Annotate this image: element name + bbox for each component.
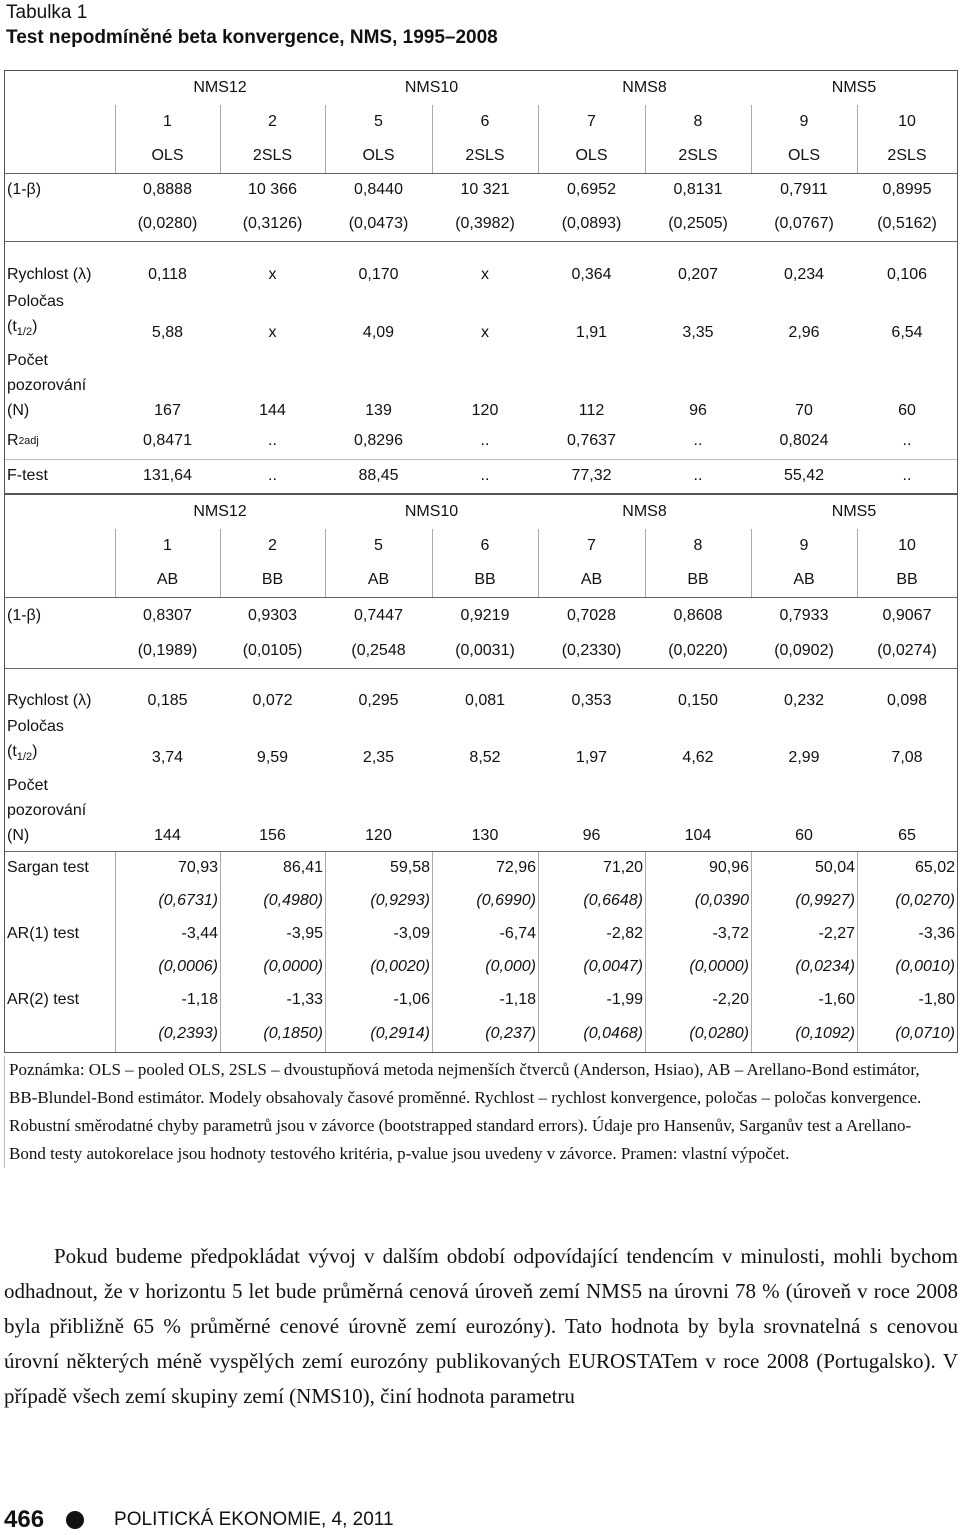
table-cell: 112 — [578, 402, 605, 419]
table-cell: -2,20 — [712, 991, 749, 1008]
table-cell: -6,74 — [499, 925, 536, 942]
table-cell: 0,170 — [358, 266, 399, 283]
table-cell: 65,02 — [914, 859, 955, 876]
row-label-line — [7, 348, 86, 373]
table-cell: 0,232 — [783, 692, 825, 709]
column-divider — [325, 105, 326, 173]
table-row — [5, 770, 957, 848]
table-cell: 88,45 — [358, 467, 399, 484]
table-cell: (0,000) — [485, 958, 536, 975]
table-cell: 0,150 — [677, 692, 719, 709]
table-cell: 156 — [259, 827, 286, 844]
table-cell: x — [481, 324, 489, 341]
table-cell: 4,62 — [682, 749, 714, 766]
row-divider — [5, 241, 957, 242]
row-label-line — [7, 289, 64, 314]
table-row — [5, 293, 957, 345]
table-cell: (0,1850) — [263, 1025, 323, 1042]
table-row — [5, 1016, 957, 1052]
table-cell: 8 — [693, 113, 703, 130]
table-cell: (0,2505) — [668, 215, 728, 232]
table-row — [5, 682, 957, 720]
column-divider — [645, 529, 646, 597]
table-cell: 59,58 — [389, 859, 430, 876]
table-cell: -3,95 — [286, 925, 323, 942]
table-cell: 0,8995 — [882, 181, 932, 198]
row-label: (1-β) — [7, 607, 42, 624]
table-cell: 0,7911 — [780, 181, 828, 198]
table-cell: (0,9927) — [795, 892, 855, 909]
table-cell: AB — [367, 571, 390, 588]
table-cell: (0,1092) — [795, 1025, 855, 1042]
group-header-row — [5, 71, 957, 105]
table-cell: (0,6990) — [476, 892, 536, 909]
table-cell: 1,97 — [575, 749, 608, 766]
table-cell: 131,64 — [143, 467, 192, 484]
table-cell: 5 — [374, 113, 383, 130]
page-footer — [4, 1505, 394, 1535]
table-cell: (0,2548 — [351, 642, 406, 659]
table-cell: (0,0220) — [668, 642, 728, 659]
table-cell: 144 — [259, 402, 286, 419]
table-cell: 0,8296 — [354, 432, 403, 449]
column-divider — [115, 105, 116, 173]
table-cell: (0,5162) — [877, 215, 937, 232]
label-part: 1/2 — [16, 326, 33, 338]
table-number: Tabulka 1 — [6, 2, 88, 23]
table-cell: 10 321 — [460, 181, 510, 198]
table-cell: -1,99 — [606, 991, 643, 1008]
label-part: (N) — [7, 402, 30, 419]
table-cell: BB — [687, 571, 709, 588]
table-cell: 0,106 — [886, 266, 928, 283]
label-part: (t — [7, 742, 17, 760]
row-label: F-test — [7, 467, 48, 484]
table-row — [5, 598, 957, 634]
table-cell: 1 — [163, 537, 172, 554]
table-row — [5, 173, 957, 207]
table-cell: 1 — [163, 113, 172, 130]
table-cell: .. — [693, 467, 703, 484]
row-label: AR(1) test — [7, 925, 80, 942]
row-label-stack — [7, 289, 64, 345]
table-cell: 2SLS — [465, 147, 505, 164]
table-ab-bb — [4, 494, 958, 1053]
label-part: R — [7, 432, 19, 449]
table-cell: 86,41 — [282, 859, 323, 876]
table-cell: 2SLS — [252, 147, 293, 164]
group-header: NMS12 — [193, 503, 247, 520]
row-label-stack — [7, 773, 86, 848]
table-cell: (0,1989) — [137, 642, 198, 659]
column-divider — [857, 105, 858, 173]
table-cell: 50,04 — [814, 859, 855, 876]
table-cell: 9,59 — [256, 749, 289, 766]
row-label: Sargan test — [7, 859, 89, 876]
table-cell: (0,0274) — [877, 642, 937, 659]
table-cell: 9 — [799, 537, 809, 554]
table-cell: -1,80 — [918, 991, 955, 1008]
table-cell: (0,0902) — [774, 642, 834, 659]
table-cell: (0,6648) — [583, 892, 643, 909]
table-cell: 0,207 — [677, 266, 719, 283]
row-label-line — [7, 398, 86, 423]
table-cell: 0,7933 — [779, 607, 829, 624]
table-cell: .. — [480, 432, 490, 449]
table-caption — [6, 0, 498, 50]
table-cell: .. — [268, 432, 277, 449]
table-cell: (0,3982) — [455, 215, 515, 232]
table-cell: 0,185 — [147, 692, 188, 709]
table-cell: 0,8471 — [143, 432, 192, 449]
label-part: pozorování — [7, 802, 87, 819]
table-cell: 3,35 — [682, 324, 714, 341]
table-cell: 0,8440 — [354, 181, 403, 198]
table-cell: 6,54 — [891, 324, 923, 341]
table-cell: 8 — [693, 537, 703, 554]
table-cell: 104 — [684, 827, 712, 844]
column-divider — [115, 529, 116, 597]
table-cell: 2,99 — [788, 749, 820, 766]
table-cell: (0,0020) — [370, 958, 430, 975]
row-label — [7, 345, 86, 423]
table-cell: (0,0047) — [583, 958, 643, 975]
table-cell: 96 — [582, 827, 601, 844]
group-header-row — [5, 495, 957, 529]
table-cell: OLS — [151, 147, 184, 164]
table-cell: OLS — [362, 147, 395, 164]
table-cell: 5,88 — [151, 324, 184, 341]
table-cell: 8,52 — [469, 749, 501, 766]
table-cell: 0,7637 — [567, 432, 616, 449]
table-cell: OLS — [787, 147, 820, 164]
table-cell: 0,9219 — [460, 607, 510, 624]
table-row — [5, 918, 957, 950]
table-cell: x — [268, 266, 277, 283]
table-cell: 1,91 — [575, 324, 608, 341]
group-header: NMS5 — [831, 79, 877, 96]
column-divider — [220, 529, 221, 597]
table-cell: -3,44 — [181, 925, 218, 942]
table-cell: 90,96 — [708, 859, 749, 876]
table-cell: (0,6731) — [158, 892, 218, 909]
table-cell: (0,2393) — [158, 1025, 218, 1042]
table-cell: 0,8307 — [143, 607, 192, 624]
table-cell: (0,0767) — [774, 215, 834, 232]
table-cell: 0,081 — [464, 692, 506, 709]
table-cell: 120 — [471, 402, 499, 419]
table-cell: (0,0000) — [689, 958, 749, 975]
table-cell: 4,09 — [362, 324, 395, 341]
table-cell: (0,0893) — [561, 215, 622, 232]
table-cell: 2 — [268, 113, 277, 130]
column-number-row — [5, 105, 957, 139]
table-row — [5, 852, 957, 884]
table-cell: (0,0270) — [895, 892, 955, 909]
label-part: ) — [32, 317, 38, 335]
table-cell: AB — [793, 571, 815, 588]
table-cell: 10 — [898, 537, 916, 554]
table-cell: 2SLS — [678, 147, 718, 164]
table-cell: (0,0031) — [455, 642, 515, 659]
row-label — [7, 293, 64, 345]
group-header: NMS8 — [622, 79, 667, 96]
table-cell: .. — [268, 467, 277, 484]
table-cell: 10 366 — [248, 181, 297, 198]
table-cell: 6 — [480, 113, 490, 130]
table-row — [5, 423, 957, 459]
row-label-stack — [7, 714, 64, 770]
label-part: ) — [32, 742, 38, 760]
table-cell: (0,0710) — [895, 1025, 955, 1042]
table-cell: (0,0468) — [583, 1025, 643, 1042]
table-row — [5, 884, 957, 918]
paragraph-text: Pokud budeme předpokládat vývoj v dalším období odpovídající tendencím v minulosti, mohli bychom odhadnout, že v horizontu 5 let bude průměrná cenová úroveň zemí NMS5 na úrovni 78 % (úroveň v roce 2008 byla přibližně 65 % průměrné cenové úrovně zemí eurozóny). Tato hodnota by byla srovnatelná s cenovou úrovní některých méně vyspělých zemí eurozóny publikovaných EUROSTATem v roce 2008 (Portugalsko). V případě všech zemí skupiny zemí (NMS10), činí hodnota parametru — [4, 1244, 958, 1408]
group-header: NMS10 — [404, 79, 459, 96]
table-cell: 0,9067 — [882, 607, 932, 624]
table-cell: 9 — [799, 113, 809, 130]
row-label-stack — [7, 348, 86, 423]
table-cell: 0,234 — [783, 266, 825, 283]
label-part: Poločas — [7, 717, 64, 735]
table-cell: 2SLS — [887, 147, 927, 164]
table-cell: 0,8888 — [143, 181, 192, 198]
table-cell: 2,35 — [362, 749, 395, 766]
column-divider — [220, 852, 221, 1052]
table-cell: 3,74 — [151, 749, 184, 766]
column-divider — [325, 852, 326, 1052]
table-cell: 60 — [795, 827, 813, 844]
table-cell: (0,0000) — [263, 958, 323, 975]
table-cell: (0,4980) — [263, 892, 323, 909]
column-divider — [857, 529, 858, 597]
column-divider — [325, 529, 326, 597]
table-ols-2sls — [4, 70, 958, 494]
column-divider — [432, 852, 433, 1052]
table-cell: 2,96 — [788, 324, 820, 341]
label-part: 1/2 — [16, 751, 33, 763]
table-cell: (0,2330) — [561, 642, 622, 659]
body-paragraph — [4, 1239, 958, 1414]
table-cell: .. — [902, 467, 912, 484]
table-cell: OLS — [575, 147, 608, 164]
column-number-row — [5, 529, 957, 563]
table-cell: 0,7447 — [354, 607, 403, 624]
column-divider — [432, 105, 433, 173]
table-cell: (0,0234) — [795, 958, 855, 975]
table-row — [5, 984, 957, 1016]
row-label-line — [7, 773, 86, 798]
table-cell: (0,237) — [485, 1025, 536, 1042]
group-header: NMS12 — [193, 79, 247, 96]
table-cell: -1,06 — [393, 991, 430, 1008]
journal-name: POLITICKÁ EKONOMIE, 4, 2011 — [114, 1509, 394, 1530]
table-cell: 0,8608 — [673, 607, 723, 624]
row-label: Rychlost (λ) — [7, 692, 92, 709]
row-label: Rychlost (λ) — [7, 266, 92, 283]
row-label-line — [7, 714, 64, 739]
row-label-line — [7, 798, 86, 823]
table-cell: 0,8131 — [673, 181, 723, 198]
group-header: NMS10 — [404, 503, 459, 520]
table-cell: -1,33 — [286, 991, 323, 1008]
label-part: adj — [24, 435, 39, 447]
table-cell: 71,20 — [602, 859, 643, 876]
table-cell: 55,42 — [783, 467, 825, 484]
row-label-line — [7, 739, 64, 770]
group-header: NMS8 — [622, 503, 667, 520]
column-divider — [115, 852, 116, 1052]
table-cell: 0,364 — [571, 266, 612, 283]
table-cell: 0,098 — [886, 692, 928, 709]
table-cell: -3,09 — [393, 925, 430, 942]
table-cell: 0,6952 — [567, 181, 616, 198]
method-row — [5, 139, 957, 173]
table-cell: 96 — [689, 402, 707, 419]
table-cell: 77,32 — [571, 467, 612, 484]
label-part: (t — [7, 317, 17, 335]
table-cell: -1,18 — [499, 991, 536, 1008]
table-cell: 65 — [898, 827, 916, 844]
table-row — [5, 717, 957, 770]
table-cell: 0,7028 — [567, 607, 616, 624]
table-cell: -3,72 — [712, 925, 749, 942]
table-cell: 0,9303 — [248, 607, 297, 624]
row-label-line — [7, 373, 86, 398]
table-cell: 139 — [365, 402, 392, 419]
table-cell: -1,60 — [818, 991, 855, 1008]
table-cell: 7,08 — [891, 749, 923, 766]
page-number: 466 — [4, 1506, 45, 1533]
table-row — [5, 634, 957, 668]
column-divider — [538, 852, 539, 1052]
table-cell: .. — [902, 432, 912, 449]
table-cell: 72,96 — [495, 859, 536, 876]
column-divider — [538, 105, 539, 173]
table-cell: 70,93 — [177, 859, 218, 876]
row-divider — [5, 668, 957, 669]
table-row — [5, 207, 957, 241]
row-label — [7, 770, 86, 848]
method-row — [5, 563, 957, 597]
row-label: AR(2) test — [7, 991, 80, 1008]
label-part: 2 — [18, 435, 25, 447]
table-cell: 7 — [587, 537, 596, 554]
table-cell: 2 — [268, 537, 277, 554]
table-row — [5, 345, 957, 423]
group-header: NMS5 — [831, 503, 877, 520]
table-cell: (0,0010) — [895, 958, 955, 975]
table-cell: BB — [896, 571, 918, 588]
table-cell: 120 — [365, 827, 392, 844]
table-row — [5, 257, 957, 293]
table-cell: 7 — [587, 113, 596, 130]
table-cell: 0,295 — [358, 692, 399, 709]
row-label-line — [7, 823, 86, 848]
table-cell: 0,8024 — [779, 432, 829, 449]
table-cell: BB — [474, 571, 496, 588]
table-cell: 0,353 — [571, 692, 612, 709]
row-label: (1-β) — [7, 181, 42, 198]
table-cell: (0,9293) — [370, 892, 430, 909]
table-cell: AB — [156, 571, 179, 588]
table-cell: 10 — [898, 113, 916, 130]
label-part: Počet — [7, 777, 48, 794]
row-label — [7, 717, 64, 770]
column-divider — [432, 529, 433, 597]
table-cell: -2,27 — [818, 925, 855, 942]
column-divider — [751, 852, 752, 1052]
table-cell: x — [268, 324, 277, 341]
table-cell: 130 — [471, 827, 499, 844]
table-cell: AB — [580, 571, 603, 588]
row-label-line — [7, 314, 64, 345]
table-cell: -2,82 — [606, 925, 643, 942]
table-cell: 0,118 — [148, 266, 187, 283]
table-cell: 6 — [480, 537, 490, 554]
label-part: Poločas — [7, 292, 64, 310]
table-row — [5, 950, 957, 984]
column-divider — [751, 529, 752, 597]
label-part: (N) — [7, 827, 30, 844]
row-label — [7, 423, 39, 459]
table-cell: (0,0105) — [242, 642, 303, 659]
table-cell: 167 — [154, 402, 181, 419]
footer-bullet-icon — [66, 1511, 84, 1529]
table-cell: 5 — [374, 537, 383, 554]
table-cell: (0,0280) — [137, 215, 198, 232]
table-cell: 60 — [898, 402, 916, 419]
table-row — [5, 459, 957, 493]
column-divider — [645, 852, 646, 1052]
table-cell: (0,2914) — [370, 1025, 430, 1042]
table-note: Poznámka: OLS – pooled OLS, 2SLS – dvoustupňová metoda nejmenších čtverců (Anderson, Hsiao), AB – Arellano-Bond estimátor, BB-Blundel-Bond estimátor. Modely obsahovaly časové proměnné. Rychlost – rychlost konvergence, poločas – poločas konvergence. Robustní směrodatné chyby parametrů jsou v závorce (bootstrapped standard errors). Údaje pro Hansenův, Sarganův test a Arellano-Bond testy autokorelace jsou hodnoty testového kritéria, p-value jsou uvedeny v závorce. Pramen: vlastní výpočet. — [4, 1056, 939, 1168]
column-divider — [857, 852, 858, 1052]
table-title: Test nepodmíněné beta konvergence, NMS, 1995–2008 — [6, 27, 498, 48]
table-cell: (0,0390 — [694, 892, 749, 909]
table-cell: BB — [261, 571, 284, 588]
column-divider — [220, 105, 221, 173]
table-cell: (0,3126) — [242, 215, 303, 232]
column-divider — [538, 529, 539, 597]
table-cell: -3,36 — [918, 925, 955, 942]
table-cell: x — [481, 266, 489, 283]
table-cell: 144 — [154, 827, 181, 844]
table-cell: 70 — [795, 402, 813, 419]
column-divider — [645, 105, 646, 173]
column-divider — [751, 105, 752, 173]
table-cell: (0,0280) — [689, 1025, 749, 1042]
table-cell: (0,0473) — [348, 215, 409, 232]
table-cell: (0,0006) — [158, 958, 218, 975]
label-part: pozorování — [7, 377, 87, 394]
table-cell: -1,18 — [181, 991, 218, 1008]
label-part: Počet — [7, 352, 48, 369]
table-cell: .. — [480, 467, 490, 484]
table-cell: 0,072 — [252, 692, 293, 709]
table-cell: .. — [693, 432, 703, 449]
